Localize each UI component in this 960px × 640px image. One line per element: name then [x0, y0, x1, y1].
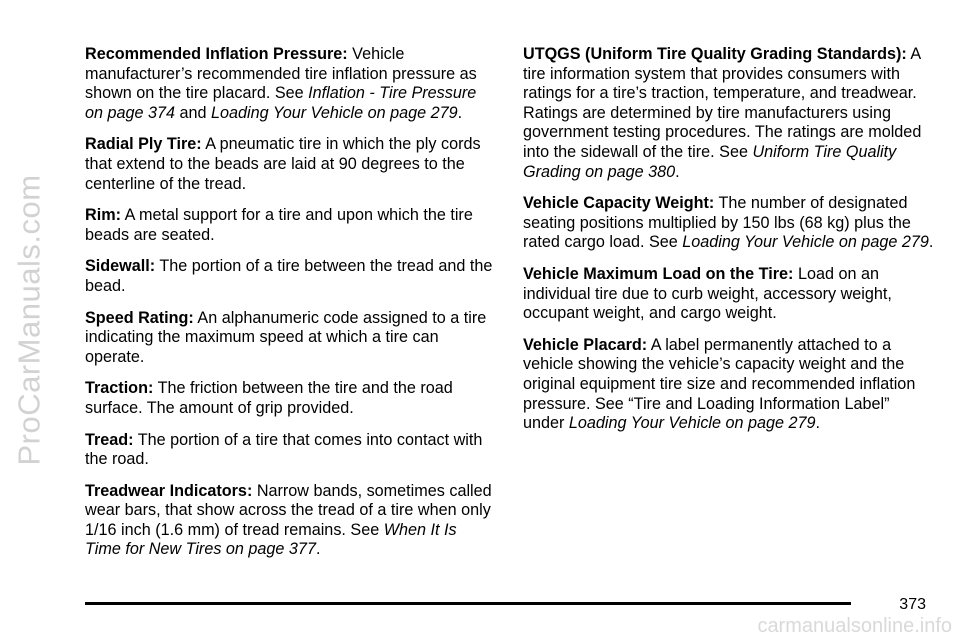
entry-text: A tire information system that provides consumers with ratings for a tire’s traction, temperature, and treadwear. Ratings are determined by tire manufacturers using government testing procedures. The ratings are molded into the sidewall of the tire. See: [523, 45, 922, 161]
entry-term: Vehicle Placard:: [523, 335, 648, 354]
entry-text: and: [175, 103, 212, 122]
cross-reference-link[interactable]: Loading Your Vehicle on page 279: [568, 414, 816, 433]
entry-text: .: [675, 162, 680, 181]
entry-text: Load on an individual tire due to curb weight, accessory weight, occupant weight, and cargo weight.: [523, 264, 892, 323]
entry-text: .: [457, 103, 463, 122]
right-column: [523, 45, 935, 446]
page-number: 373: [899, 596, 926, 613]
footer-rule: [85, 602, 851, 605]
left-column: [85, 45, 495, 572]
entry-term: Treadwear Indicators:: [85, 481, 253, 500]
entry-term: Sidewall:: [85, 257, 156, 276]
entry-term: Recommended Inflation Pressure:: [85, 45, 348, 63]
entry-vehicle-placard: [523, 336, 935, 434]
entry-sidewall: [85, 257, 495, 296]
entry-text: An alphanumeric code assigned to a tire indicating the maximum speed at which a tire can operate.: [85, 308, 487, 366]
entry-text: A pneumatic tire in which the ply cords that extend to the beads are laid at 90 degrees to the centerline of the tread.: [85, 135, 481, 193]
entry-text: .: [315, 540, 321, 559]
entry-term: Radial Ply Tire:: [85, 135, 202, 154]
cross-reference-link[interactable]: Loading Your Vehicle on page 279: [682, 233, 929, 252]
entry-text: .: [815, 414, 821, 433]
entry-term: UTQGS (Uniform Tire Quality Grading Standards):: [523, 45, 907, 63]
entry-vehicle-capacity-weight: [523, 194, 935, 253]
entry-rim: [85, 206, 495, 245]
entry-recommended-inflation-pressure: [85, 45, 495, 123]
entry-term: Vehicle Capacity Weight:: [523, 194, 715, 213]
entry-text: Vehicle manufacturer’s recommended tire inflation pressure as shown on the tire placard. See: [85, 45, 477, 103]
entry-term: Tread:: [85, 430, 134, 449]
entry-text: A metal support for a tire and upon which the tire beads are seated.: [85, 206, 473, 244]
entry-term: Speed Rating:: [85, 308, 194, 327]
entry-text: The portion of a tire between the tread and the bead.: [85, 257, 493, 295]
cross-reference-link[interactable]: Loading Your Vehicle on page 279: [211, 103, 458, 122]
entry-text: Narrow bands, sometimes called wear bars, that show across the tread of a tire when only 1/16 inch (1.6 mm) of tread remains. See: [85, 481, 492, 539]
entry-text: The number of designated seating positions multiplied by 150 lbs (68 kg) plus the rated cargo load. See: [523, 194, 911, 252]
entry-vehicle-maximum-load: [523, 265, 935, 324]
watermark-text: ProCarManuals.com: [12, 174, 48, 466]
entry-radial-ply-tire: [85, 135, 495, 194]
cross-reference-link[interactable]: Inflation - Tire Pressure on page 374: [85, 84, 477, 122]
entry-term: Rim:: [85, 206, 121, 225]
entry-speed-rating: [85, 309, 495, 368]
entry-term: Vehicle Maximum Load on the Tire:: [523, 264, 794, 283]
entry-text: The portion of a tire that comes into contact with the road.: [85, 430, 483, 469]
entry-treadwear-indicators: [85, 482, 495, 560]
entry-traction: [85, 379, 495, 418]
entry-utqgs: [523, 45, 935, 182]
entry-term: Traction:: [85, 379, 154, 398]
cross-reference-link[interactable]: Uniform Tire Quality Grading on page 380: [523, 142, 897, 181]
entry-tread: [85, 431, 495, 470]
entry-text: The friction between the tire and the road surface. The amount of grip provided.: [85, 379, 453, 417]
cross-reference-link[interactable]: When It Is Time for New Tires on page 377: [85, 520, 457, 559]
entry-text: .: [928, 233, 934, 252]
entry-text: A label permanently attached to a vehicle showing the vehicle’s capacity weight and the original equipment tire size and recommended inflation pressure. See “Tire and Loading Information Label” under: [523, 335, 916, 433]
watermark: [2, 0, 58, 640]
footer-url-watermark: carmanualsonline.info: [757, 615, 952, 637]
